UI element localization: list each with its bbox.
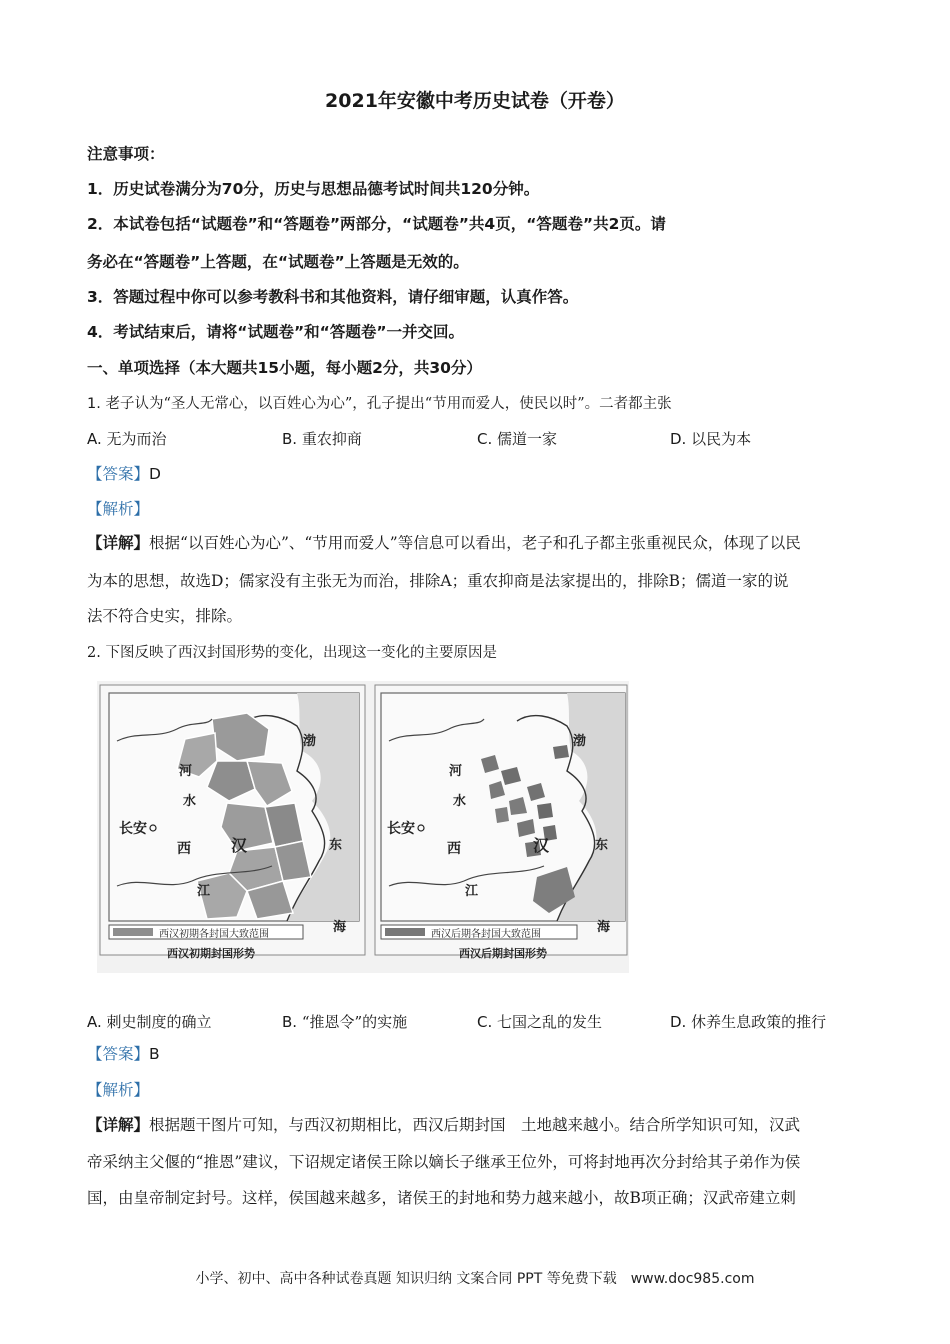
notice-item-2-cont: 务必在“答题卷”上答题，在“试题卷”上答题是无效的。 — [87, 253, 469, 271]
q1-option-a: A. 无为而治 — [87, 430, 167, 448]
q2-option-d: D. 休养生息政策的推行 — [670, 1013, 827, 1031]
q2-stem-line — [87, 642, 877, 664]
svg-text:汉: 汉 — [533, 836, 550, 855]
q1-option-d: D. 以民为本 — [670, 430, 752, 448]
late-map-caption: 西汉后期封国形势 — [459, 947, 547, 960]
svg-text:渤: 渤 — [303, 734, 317, 749]
q2-detail-line-2: 帝采纳主父偃的“推恩”建议，下诏规定诸侯王除以嫡长子继承王位外，可将封地再次分封给其子弟作为侯 — [87, 1153, 801, 1171]
early-map-label-changan: 长安 — [119, 821, 147, 837]
notice-item-3: 3．答题过程中你可以参考教科书和其他资料，请仔细审题，认真作答。 — [87, 288, 579, 306]
svg-text:水: 水 — [453, 794, 467, 809]
notice-item-2: 2．本试卷包括“试题卷”和“答题卷”两部分，“试题卷”共4页，“答题卷”共2页。请 — [87, 215, 666, 233]
q1-answer: 【答案】D — [87, 465, 161, 483]
svg-text:海: 海 — [333, 920, 347, 935]
q2-answer: 【答案】B — [87, 1045, 160, 1063]
early-map-legend: 西汉初期各封国大致范围 — [159, 929, 269, 940]
q2-option-b: B. “推恩令”的实施 — [282, 1013, 408, 1031]
svg-text:东: 东 — [329, 838, 343, 853]
section-heading: 一、单项选择（本大题共15小题，每小题2分，共30分） — [87, 359, 482, 377]
svg-text:西: 西 — [447, 841, 461, 857]
q2-stem: 下图反映了西汉封国形势的变化，出现这一变化的主要原因是 — [105, 645, 497, 661]
notice-item-1: 1．历史试卷满分为70分，历史与思想品德考试时间共120分钟。 — [87, 180, 540, 198]
q1-detail-line-1: 【详解】根据“以百姓心为心”、“节用而爱人”等信息可以看出，老子和孔子都主张重视民众，体现了以民 — [87, 534, 801, 552]
svg-text:河: 河 — [449, 764, 463, 779]
q1-stem-line — [87, 393, 877, 415]
q2-detail-line-1: 【详解】根据题干图片可知，与西汉初期相比，西汉后期封国 土地越来越小。结合所学知识可知，汉武 — [87, 1116, 801, 1134]
notice-heading: 注意事项： — [87, 145, 165, 163]
svg-text:水: 水 — [183, 794, 197, 809]
notice-item-4: 4．考试结束后，请将“试题卷”和“答题卷”一并交回。 — [87, 323, 465, 341]
late-map-legend: 西汉后期各封国大致范围 — [431, 929, 541, 940]
q2-detail-line-3: 国，由皇帝制定封号。这样，侯国越来越多，诸侯王的封地和势力越来越小，故B项正确；汉武帝建立刺 — [87, 1189, 796, 1207]
svg-text:海: 海 — [597, 920, 611, 935]
svg-text:江: 江 — [465, 884, 479, 899]
q2-option-c: C. 七国之乱的发生 — [477, 1013, 603, 1031]
page-title: 2021年安徽中考历史试卷（开卷） — [325, 90, 625, 112]
q1-detail-line-2: 为本的思想，故选D；儒家没有主张无为而治，排除A；重农抑商是法家提出的，排除B；儒道一家的说 — [87, 572, 789, 590]
svg-text:江: 江 — [197, 884, 211, 899]
page-footer: 小学、初中、高中各种试卷真题 知识归纳 文案合同 PPT 等免费下载 www.doc985.com — [195, 1271, 755, 1287]
late-map-label-changan: 长安 — [387, 821, 415, 837]
late-han-map — [375, 685, 627, 960]
q1-detail-line-3: 法不符合史实，排除。 — [87, 607, 243, 625]
svg-text:河: 河 — [179, 764, 193, 779]
svg-text:渤: 渤 — [573, 734, 587, 749]
early-han-map — [100, 685, 365, 960]
q1-option-c: C. 儒道一家 — [477, 430, 558, 448]
q1-number: 1. — [87, 396, 101, 412]
maps-svg — [97, 681, 629, 973]
q2-number: 2. — [87, 645, 101, 661]
early-map-caption: 西汉初期封国形势 — [167, 947, 255, 960]
q2-analysis-tag: 【解析】 — [87, 1081, 150, 1099]
svg-text:汉: 汉 — [231, 836, 248, 855]
han-fiefdom-maps-figure — [97, 681, 629, 973]
svg-text:西: 西 — [177, 841, 191, 857]
q1-option-b: B. 重农抑商 — [282, 430, 362, 448]
q2-option-a: A. 刺史制度的确立 — [87, 1013, 212, 1031]
q1-stem: 老子认为“圣人无常心，以百姓心为心”，孔子提出“节用而爱人，使民以时”。二者都主张 — [105, 396, 672, 412]
q1-analysis-tag: 【解析】 — [87, 500, 150, 518]
svg-text:东: 东 — [595, 838, 609, 853]
